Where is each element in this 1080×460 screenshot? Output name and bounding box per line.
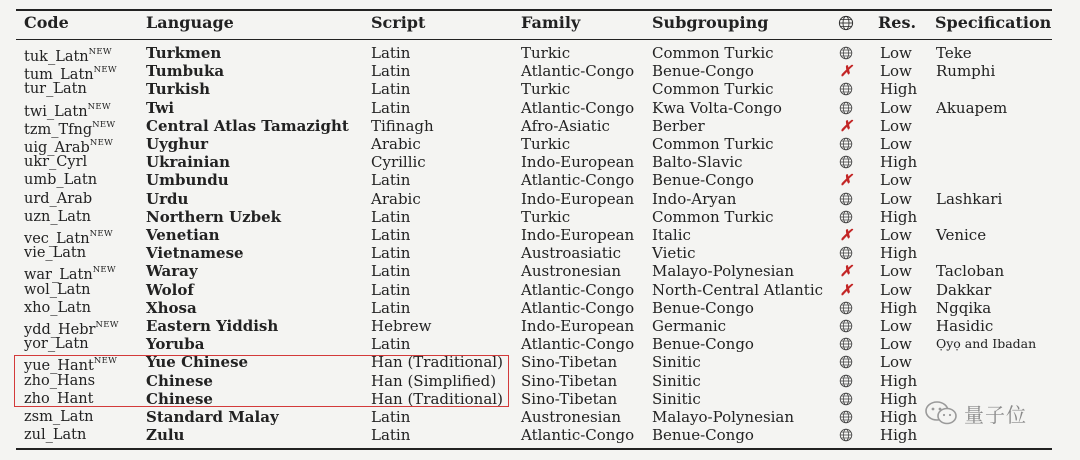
table-header-rule <box>16 39 1052 40</box>
cell-resource: High <box>880 389 918 408</box>
cell-language: Xhosa <box>146 298 197 317</box>
cell-family: Austronesian <box>521 262 622 281</box>
globe-icon <box>838 335 854 355</box>
watermark <box>924 398 1027 428</box>
wechat-icon <box>924 400 958 426</box>
cell-family: Atlantic-Congo <box>521 298 635 317</box>
cell-script: Latin <box>371 62 411 81</box>
cell-language: Northern Uzbek <box>146 207 282 226</box>
cell-code <box>24 335 89 353</box>
code-text: yue_Hant <box>24 358 94 375</box>
code-text: ukr_Cyrl <box>24 154 88 171</box>
cell-family: Indo-European <box>521 226 635 244</box>
cell-specification: Ọyọ and Ibadan <box>936 336 1037 352</box>
code-text: urd_Arab <box>24 190 93 207</box>
table-row <box>0 62 1080 84</box>
code-text: uzn_Latn <box>24 208 92 225</box>
table-row <box>0 262 1080 284</box>
cross-icon: ✗ <box>839 171 853 190</box>
cell-subgrouping: Malayo-Polynesian <box>652 408 795 426</box>
cell-script: Arabic <box>371 189 421 208</box>
cell-specification: Teke <box>936 44 972 62</box>
table-row <box>0 116 1080 138</box>
cell-script: Latin <box>371 408 411 426</box>
cell-script: Latin <box>371 207 411 226</box>
cross-icon: ✗ <box>839 262 853 281</box>
table-row <box>0 44 1080 65</box>
cell-language: Vietnamese <box>146 244 244 263</box>
cell-resource: High <box>880 244 918 263</box>
cell-specification: Venice <box>936 226 987 244</box>
cell-subgrouping: Sinitic <box>652 389 701 408</box>
globe-icon <box>838 190 854 210</box>
globe-icon <box>838 99 854 119</box>
cell-resource: Low <box>880 335 912 354</box>
cell-language: Eastern Yiddish <box>146 317 279 335</box>
code-text: tzm_Tfng <box>24 121 93 138</box>
cell-script: Latin <box>371 335 411 354</box>
cell-code <box>24 299 91 317</box>
globe-icon <box>838 353 854 373</box>
cell-script: Latin <box>371 171 411 190</box>
header-code: Code <box>24 13 69 32</box>
cell-subgrouping: Benue-Congo <box>652 335 754 354</box>
header-subgrouping: Subgrouping <box>652 13 769 32</box>
code-text: tum_Latn <box>24 67 94 84</box>
cell-family: Afro-Asiatic <box>521 116 610 135</box>
cell-resource: Low <box>880 98 912 117</box>
cell-code <box>24 80 87 98</box>
cell-script: Tifinagh <box>371 116 434 135</box>
cell-script: Hebrew <box>371 317 432 335</box>
cell-language: Standard Malay <box>146 408 279 426</box>
table-row <box>0 317 1080 338</box>
cell-family: Atlantic-Congo <box>521 171 635 190</box>
cell-language: Waray <box>146 262 198 281</box>
table-bottom-rule <box>16 448 1052 450</box>
new-badge: NEW <box>93 65 117 76</box>
table-row <box>0 281 1080 299</box>
cell-language: Venetian <box>146 226 220 244</box>
cell-language: Tumbuka <box>146 62 225 81</box>
cell-script: Han (Traditional) <box>371 389 503 408</box>
cross-icon: ✗ <box>839 62 853 81</box>
cell-subgrouping: Sinitic <box>652 353 701 372</box>
cell-language: Wolof <box>146 280 194 299</box>
cell-language: Chinese <box>146 371 213 390</box>
new-badge: NEW <box>92 265 116 276</box>
code-text: uig_Arab <box>24 139 90 156</box>
cell-code <box>24 426 86 444</box>
header-globe-icon <box>838 15 854 35</box>
cell-subgrouping: Common Turkic <box>652 207 774 226</box>
cell-family: Turkic <box>521 80 571 99</box>
cell-subgrouping: North-Central Atlantic <box>652 280 824 299</box>
cell-family: Atlantic-Congo <box>521 335 635 354</box>
table-row <box>0 226 1080 247</box>
table-row <box>0 171 1080 189</box>
header-resource: Res. <box>878 13 917 32</box>
cell-subgrouping: Common Turkic <box>652 80 774 99</box>
globe-icon <box>838 372 854 392</box>
new-badge: NEW <box>95 320 119 330</box>
cell-resource: Low <box>880 226 912 244</box>
cell-subgrouping: Malayo-Polynesian <box>652 262 795 281</box>
globe-icon <box>838 208 854 228</box>
table-row <box>0 208 1080 226</box>
cell-code <box>24 208 91 226</box>
cell-script: Latin <box>371 262 411 281</box>
cell-resource: Low <box>880 62 912 81</box>
cell-code <box>24 171 97 189</box>
cell-subgrouping: Vietic <box>652 244 696 263</box>
cell-family: Turkic <box>521 44 571 62</box>
cell-language: Uyghur <box>146 135 208 153</box>
cell-script: Latin <box>371 298 411 317</box>
cell-family: Indo-European <box>521 317 635 335</box>
code-text: war_Latn <box>24 267 93 284</box>
cell-resource: Low <box>880 171 912 190</box>
cell-language: Turkish <box>146 80 211 99</box>
cell-specification: Akuapem <box>936 98 1008 117</box>
table-row <box>0 80 1080 98</box>
cell-resource: Low <box>880 317 912 335</box>
globe-icon <box>838 80 854 100</box>
table-row <box>0 244 1080 262</box>
globe-icon <box>838 299 854 319</box>
cell-subgrouping: Balto-Slavic <box>652 153 743 172</box>
cell-language: Ukrainian <box>146 153 231 172</box>
code-text: ydd_Hebr <box>24 321 96 338</box>
code-text: zul_Latn <box>24 427 87 444</box>
cell-script: Latin <box>371 226 411 244</box>
cell-resource: Low <box>880 353 912 372</box>
globe-icon <box>838 408 854 428</box>
cell-resource: High <box>880 80 918 99</box>
cell-specification: Tacloban <box>936 262 1005 281</box>
cell-resource: Low <box>880 116 912 135</box>
cell-resource: High <box>880 426 918 445</box>
cell-resource: High <box>880 153 918 172</box>
cell-language: Turkmen <box>146 44 222 62</box>
new-badge: NEW <box>89 138 114 148</box>
cell-family: Turkic <box>521 135 571 153</box>
table-row <box>0 135 1080 156</box>
cell-script: Latin <box>371 80 411 99</box>
cell-family: Turkic <box>521 207 571 226</box>
cell-subgrouping: Germanic <box>652 317 727 335</box>
cell-resource: Low <box>880 44 912 62</box>
cell-subgrouping: Common Turkic <box>652 135 774 153</box>
globe-icon <box>838 426 854 446</box>
table-top-rule <box>16 9 1052 11</box>
cell-subgrouping: Kwa Volta-Congo <box>652 98 782 117</box>
cell-language: Central Atlas Tamazight <box>146 116 349 135</box>
cell-specification: Ngqika <box>936 298 992 317</box>
cell-language: Yue Chinese <box>146 353 249 372</box>
cell-script: Latin <box>371 426 411 445</box>
new-badge: NEW <box>88 47 112 57</box>
cross-icon: ✗ <box>839 226 853 244</box>
new-badge: NEW <box>92 119 116 130</box>
cell-family: Sino-Tibetan <box>521 389 618 408</box>
cell-family: Atlantic-Congo <box>521 98 635 117</box>
cell-script: Han (Simplified) <box>371 371 497 390</box>
cell-family: Austronesian <box>521 408 622 426</box>
cell-family: Atlantic-Congo <box>521 426 635 445</box>
cell-subgrouping: Sinitic <box>652 371 701 390</box>
cell-language: Yoruba <box>146 335 205 354</box>
globe-icon <box>838 244 854 264</box>
code-text: twi_Latn <box>24 103 88 120</box>
table-row <box>0 299 1080 317</box>
cell-script: Latin <box>371 44 411 62</box>
cell-resource: High <box>880 371 918 390</box>
cell-code <box>24 190 92 208</box>
highlight-box <box>14 355 509 407</box>
table-row <box>0 335 1080 353</box>
code-text: tuk_Latn <box>24 48 89 65</box>
new-badge: NEW <box>93 356 118 367</box>
cell-language: Zulu <box>146 426 185 445</box>
cell-specification: Hasidic <box>936 317 994 335</box>
cell-family: Indo-European <box>521 189 635 208</box>
new-badge: NEW <box>87 101 111 112</box>
header-language: Language <box>146 13 234 32</box>
cell-subgrouping: Berber <box>652 116 705 135</box>
cell-family: Indo-European <box>521 153 635 172</box>
table-row <box>0 426 1080 444</box>
table-row <box>0 190 1080 208</box>
cell-code <box>24 153 87 171</box>
cell-language: Chinese <box>146 389 213 408</box>
globe-icon <box>838 135 854 155</box>
cell-subgrouping: Italic <box>652 226 691 244</box>
globe-icon <box>838 44 854 64</box>
header-family: Family <box>521 13 581 32</box>
cell-subgrouping: Benue-Congo <box>652 298 754 317</box>
header-specification: Specification <box>935 13 1052 32</box>
code-text: vec_Latn <box>24 230 90 247</box>
cell-family: Atlantic-Congo <box>521 62 635 81</box>
code-text: zsm_Latn <box>24 409 94 425</box>
code-text: wol_Latn <box>24 281 91 298</box>
code-text: zho_Hans <box>24 372 96 389</box>
cell-script: Arabic <box>371 135 421 153</box>
cell-subgrouping: Indo-Aryan <box>652 189 737 208</box>
watermark-text: 量子位 <box>964 402 1027 427</box>
cell-subgrouping: Benue-Congo <box>652 171 754 190</box>
globe-icon <box>838 153 854 173</box>
cell-code <box>24 408 94 426</box>
cell-family: Atlantic-Congo <box>521 280 635 299</box>
cell-language: Urdu <box>146 189 189 208</box>
code-text: tur_Latn <box>24 81 87 98</box>
code-text: yor_Latn <box>24 336 89 353</box>
code-text: zho_Hant <box>24 390 94 407</box>
cell-resource: High <box>880 298 918 317</box>
header-script: Script <box>371 13 426 32</box>
code-text: umb_Latn <box>24 172 98 189</box>
cell-resource: High <box>880 207 918 226</box>
cell-code <box>24 281 90 299</box>
table-row <box>0 408 1080 426</box>
cell-family: Sino-Tibetan <box>521 371 618 390</box>
cell-script: Cyrillic <box>371 153 426 172</box>
cell-family: Sino-Tibetan <box>521 353 618 372</box>
code-text: xho_Latn <box>24 299 91 316</box>
cell-resource: Low <box>880 189 912 208</box>
cell-specification: Dakkar <box>936 280 992 299</box>
new-badge: NEW <box>89 229 113 239</box>
cell-resource: High <box>880 408 918 426</box>
cell-script: Latin <box>371 98 411 117</box>
table-row <box>0 153 1080 171</box>
code-text: vie_Latn <box>24 245 87 262</box>
cell-language: Umbundu <box>146 171 229 190</box>
globe-icon <box>838 390 854 410</box>
cross-icon: ✗ <box>839 280 853 299</box>
cell-code <box>24 244 86 262</box>
cell-resource: Low <box>880 262 912 281</box>
table-row <box>0 98 1080 120</box>
cell-subgrouping: Common Turkic <box>652 44 774 62</box>
cell-specification: Rumphi <box>936 62 996 81</box>
globe-icon <box>838 317 854 337</box>
cell-language: Twi <box>146 98 175 117</box>
cell-specification: Lashkari <box>936 189 1003 208</box>
cell-subgrouping: Benue-Congo <box>652 62 754 81</box>
cell-script: Latin <box>371 280 411 299</box>
cross-icon: ✗ <box>839 116 853 135</box>
cell-family: Austroasiatic <box>521 244 622 263</box>
cell-resource: Low <box>880 135 912 153</box>
cell-script: Latin <box>371 244 411 263</box>
cell-script: Han (Traditional) <box>371 353 503 372</box>
cell-subgrouping: Benue-Congo <box>652 426 754 445</box>
cell-resource: Low <box>880 280 912 299</box>
